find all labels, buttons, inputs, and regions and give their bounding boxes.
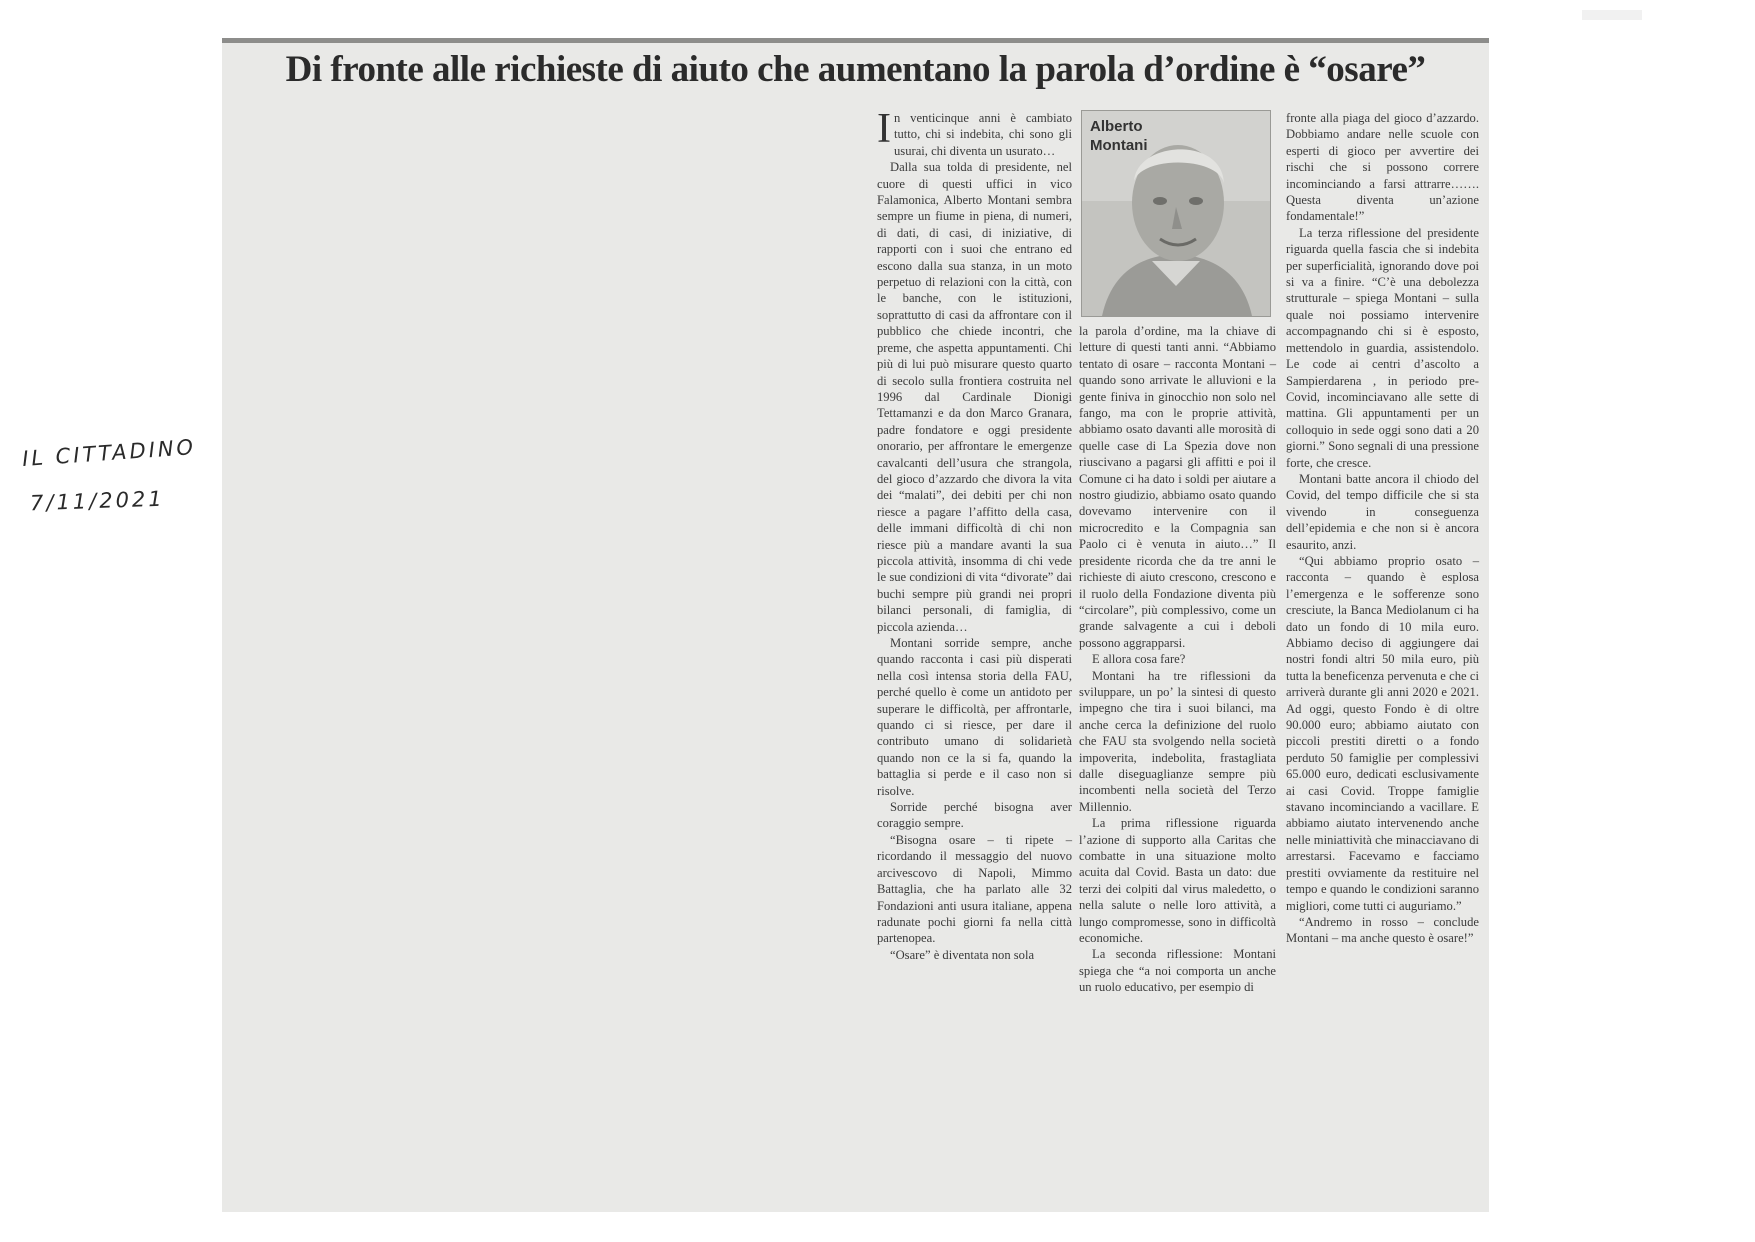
article-paragraph: “Osare” è diventata non sola — [890, 947, 1035, 962]
article-paragraph: La terza riflessione del presidente riguarda quella fascia che si indebita per superficialità, ignorando dove poi si va a finire. “C’è una debolezza strutturale – spiega Montani – sulla quale noi possiamo intervenire accompagnando chi si è esposto, mettendolo in guardia, assistendolo. Le code ai centri d’ascolto a Sampierdarena , in periodo pre-Covid, incominciavano alle sette di mattina. Gli appuntamenti per un colloquio in sede oggi sono dati a 20 giorni.” Sono segnali di una pressione forte, che cresce. — [1286, 225, 1479, 470]
article-paragraph: E allora cosa fare? — [1092, 652, 1186, 667]
article-paragraph: La seconda riflessione: Montani spiega che “a noi comporta un anche un ruolo educativo, per esempio di — [1079, 947, 1276, 995]
article-column-2 — [1079, 323, 1276, 1213]
article-paragraph: la parola d’ordine, ma la chiave di letture di questi tanti anni. “Abbiamo tentato di osare – racconta Montani – quando sono arrivate le alluvioni e la gente finiva in ginocchio non solo nel fango, ma con le proprie attività, abbiamo osato davanti alle morosità di quelle case di La Spezia dove non riuscivano a pagarsi gli affitti e poi il Comune ci ha dato i soldi per aiutare a nostro giudizio, abbiamo osato quando dovevamo intervenire con il microcredito e la Compagnia san Paolo ci è venuta in aiuto…” Il presidente ricorda che da tre anni le richieste di aiuto crescono, crescono e il ruolo della Fondazione diventa più “circolare”, più complessivo, come un grande salvagente a cui i deboli possono aggrapparsi. — [1079, 324, 1276, 650]
article-paragraph: La prima riflessione riguarda l’azione di supporto alla Caritas che combatte in una situazione molto acuita dal Covid. Basta un dato: due terzi dei colpiti dal virus maledetto, o nella salute o nelle loro attività, a lungo compromesse, sono in difficoltà economiche. — [1079, 816, 1276, 946]
handwritten-publication-name: IL CITTADINO — [21, 434, 197, 472]
photo-caption: Alberto Montani — [1090, 118, 1148, 154]
article-column-1 — [877, 106, 1072, 1210]
article-paragraph: “Bisogna osare – ti ripete – ricordando il messaggio del nuovo arcivescovo di Napoli, Mimmo Battaglia, che ha parlato alle 32 Fondazioni anti usura italiane, appena radunate pochi giorni fa nella città partenopea. — [877, 832, 1072, 946]
article-paragraph: Montani batte ancora il chiodo del Covid, del tempo difficile che si sta vivendo in conseguenza dell’epidemia e che non si è ancora esaurito, anzi. — [1286, 471, 1479, 552]
portrait-photo — [1081, 110, 1271, 317]
article-paragraph: Montani sorride sempre, anche quando racconta i casi più disperati nella così intensa storia della FAU, perché quello è come un antidoto per superare le difficoltà, per affrontarle, quando ci si riesce, per dare il contributo umano di solidarietà quando non ce la si fa, quando la battaglia si perde e il caso non si risolve. — [877, 636, 1072, 798]
article-paragraph: In venticinque anni è cambiato tutto, chi si indebita, chi sono gli usurai, chi diventa un usurato… — [877, 106, 1072, 158]
scan-artifact — [1582, 10, 1642, 20]
article-paragraph: Montani ha tre riflessioni da sviluppare, un po’ la sintesi di questo impegno che tira i suoi bilanci, ma anche cerca la definizione del ruolo che FAU sta svolgendo nella società impoverita, indebolita, frastagliata dalle diseguaglianze sempre più incombenti nella società del Terzo Millennio. — [1079, 668, 1276, 814]
drop-cap: I — [877, 106, 891, 152]
article-paragraph: fronte alla piaga del gioco d’azzardo. Dobbiamo andare nelle scuole con esperti di gioco per avvertire dei rischi che si possono correre incominciando a farsi attrarre……. Questa diventa un’azione fondamentale!” — [1286, 111, 1479, 224]
article-headline: Di fronte alle richieste di aiuto che aumentano la parola d’ordine è “osare” — [285, 49, 1426, 90]
newspaper-clipping — [222, 38, 1489, 1212]
article-column-3 — [1286, 110, 1479, 1210]
article-paragraph: “Andremo in rosso – conclude Montani – ma anche questo è osare!” — [1286, 914, 1479, 946]
handwritten-date: 7/11/2021 — [29, 486, 166, 516]
article-paragraph: Dalla sua tolda di presidente, nel cuore di questi uffici in vico Falamonica, Alberto Montani sembra sempre un fiume in piena, di numeri, di dati, di casi, di iniziative, di rapporti con i suoi che entrano ed escono dalla sua stanza, in un moto perpetuo di relazioni con la città, con le banche, con le istituzioni, soprattutto di casi da affrontare con il pubblico che chiede incontri, che preme, che aspetta appuntamenti. Chi più di lui può misurare questo quarto di secolo sulla frontiera costruita nel 1996 dal Cardinale Dionigi Tettamanzi e da don Marco Granara, padre fondatore e oggi presidente onorario, per affrontare le emergenze cavalcanti dell’usura che strangola, del gioco d’azzardo che divora la vita dei “malati”, dei debiti per chi non riesce a pagare l’affitto della casa, delle immani difficoltà di chi non riesce più a mandare avanti la sua piccola attività, insomma di chi vede le sue condizioni di vita “divorate” dai buchi sempre più grandi nei propri bilanci personali, di famiglia, di piccola azienda… — [877, 160, 1072, 634]
article-paragraph: “Qui abbiamo proprio osato – racconta – quando è esplosa l’emergenza e le sofferenze sono cresciute, la Banca Mediolanum ci ha dato un fondo di 10 mila euro. Abbiamo deciso di aggiungere dai nostri fondi altri 50 mila euro, più tutta la beneficenza pervenuta e che ci arriverà durante gli anni 2020 e 2021. Ad oggi, questo Fondo è di oltre 90.000 euro; abbiamo aiutato con piccoli prestiti diretti o a fondo perduto 50 famiglie per complessivi 65.000 euro, dedicati esclusivamente ai casi Covid. Troppe famiglie stavano incominciando a vacillare. E abbiamo aiutato intervenendo anche nelle miniattività che minacciavano di arrestarsi. Facevamo e facciamo prestiti ovviamente da restituire nel tempo e quando le condizioni saranno migliori, come tutti ci auguriamo.” — [1286, 553, 1479, 913]
article-paragraph: Sorride perché bisogna aver coraggio sempre. — [877, 800, 1072, 831]
